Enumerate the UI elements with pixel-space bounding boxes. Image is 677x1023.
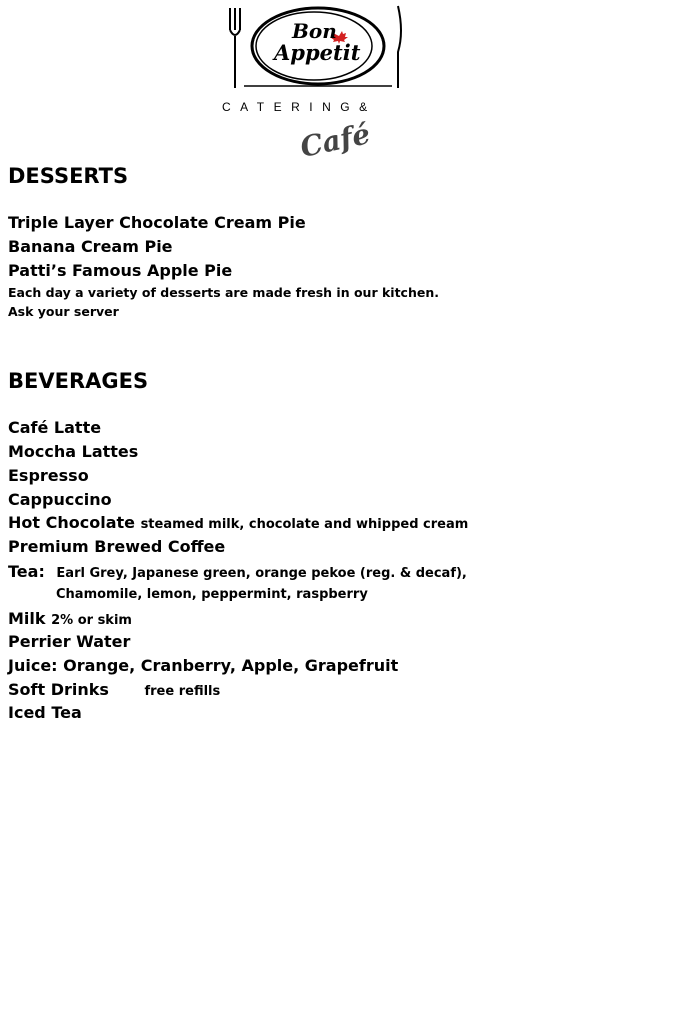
catering-label: CATERING&	[222, 100, 377, 114]
beverage-item: Perrier Water	[8, 632, 131, 651]
dessert-note-server: Ask your server	[8, 304, 119, 319]
beverages-heading: BEVERAGES	[8, 369, 149, 393]
bon-appetit-logo	[222, 2, 402, 164]
beverage-description: Earl Grey, Japanese green, orange pekoe (reg. & decaf),	[56, 566, 467, 581]
beverage-item-tea	[8, 562, 467, 581]
beverage-description: free refills	[144, 684, 221, 699]
beverage-item: Iced Tea	[8, 703, 82, 722]
beverage-name: Tea:	[8, 562, 45, 581]
dessert-item: Triple Layer Chocolate Cream Pie	[8, 213, 306, 232]
tea-description-continued: Chamomile, lemon, peppermint, raspberry	[56, 587, 368, 602]
beverage-name: Soft Drinks	[8, 680, 109, 699]
beverage-name: Milk	[8, 609, 46, 628]
knife-icon	[398, 6, 401, 88]
beverage-item-hot-chocolate	[8, 513, 468, 532]
beverage-item: Café Latte	[8, 418, 102, 437]
beverage-item: Espresso	[8, 466, 89, 485]
beverage-item: Juice: Orange, Cranberry, Apple, Grapefruit	[8, 656, 399, 675]
brand-line-2: Appetit	[274, 40, 361, 65]
beverage-item-milk	[8, 609, 132, 628]
beverage-item: Cappuccino	[8, 490, 112, 509]
beverage-item: Premium Brewed Coffee	[8, 537, 226, 556]
beverage-description: 2% or skim	[51, 613, 132, 628]
brand-line-1: Bon	[292, 19, 337, 43]
dessert-note: Each day a variety of desserts are made fresh in our kitchen.	[8, 285, 439, 300]
beverage-description: steamed milk, chocolate and whipped cream	[140, 517, 469, 532]
fork-icon	[230, 8, 240, 88]
beverage-item-soft-drinks	[8, 680, 220, 699]
dessert-item: Patti’s Famous Apple Pie	[8, 261, 233, 280]
logo-emblem	[222, 2, 402, 102]
dessert-item: Banana Cream Pie	[8, 237, 173, 256]
beverage-name: Hot Chocolate	[8, 513, 135, 532]
desserts-heading: DESSERTS	[8, 164, 129, 188]
beverage-item: Moccha Lattes	[8, 442, 139, 461]
cafe-label: Café	[297, 117, 373, 164]
